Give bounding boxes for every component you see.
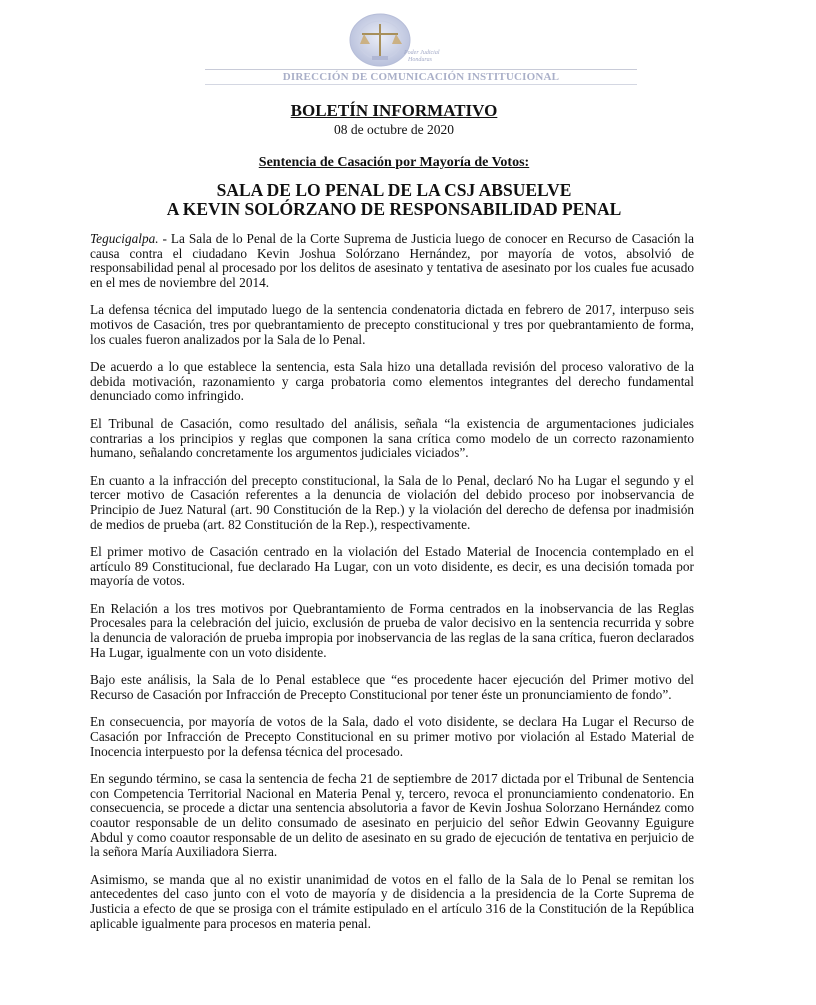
paragraph-3: De acuerdo a lo que establece la sentencia, esta Sala hizo una detallada revisión del proceso valorativo de la debida motivación, razonamiento y carga probatoria como elementos integrantes del derecho fundamental denunciado como infringido. [90,359,694,404]
paragraph-8: Bajo este análisis, la Sala de lo Penal establece que “es procedente hacer ejecución del Primer motivo del Recurso de Casación por Infracción de Precepto Constitucional por tener éste un pronunciamiento de fondo”. [90,672,694,702]
article-subtitle: Sentencia de Casación por Mayoría de Votos: [258,155,530,170]
bulletin-title: BOLETÍN INFORMATIVO [290,101,498,120]
headline-line-2: A KEVIN SOLÓRZANO DE RESPONSABILIDAD PENAL [166,199,622,219]
paragraph-11: Asimismo, se manda que al no existir unanimidad de votos en el fallo de la Sala de lo Penal se remitan los antecedentes del caso junto con el voto de mayoría y de disidencia a la presidencia de la Corte Suprema de Justicia a efecto de que se prosiga con el trámite estipulado en el artículo 316 de la Constitución de la República aplicable igualmente para procesos en materia penal. [90,871,694,931]
paragraph-5: En cuanto a la infracción del precepto constitucional, la Sala de lo Penal, declaró No ha Lugar el segundo y el tercer motivo de Casación referentes a la denuncia de violación del debido proceso por inobservancia de Principio de Juez Natural (art. 90 Constitución de la Rep.) y la violación del derecho de defensa por inadmisión de medios de prueba (art. 82 Constitución de la Rep.), respectivamente. [90,472,694,532]
header-divider-bottom [205,84,637,85]
header-divider-top [205,69,637,70]
paragraph-1 [90,232,694,290]
bulletin-date: 08 de octubre de 2020 [334,122,454,137]
paragraph-4: El Tribunal de Casación, como resultado del análisis, señala “la existencia de argumentaciones judiciales contrarias a los principios y reglas que componen la sana crítica como modelo de un correcto razonamiento humano, señalando concretamente los argumentos judiciales viciados”. [90,415,694,461]
paragraph-2: La defensa técnica del imputado luego de la sentencia condenatoria dictada en febrero de 2017, interpuso seis motivos de Casación, tres por quebrantamiento de precepto constitucional y tres por quebrantamiento de forma, los cuales fueron analizados por la Sala de lo Penal. [90,302,694,347]
article-headline [0,181,788,219]
logo-caption-line2: Honduras [408,57,433,63]
paragraph-10: En segundo término, se casa la sentencia de fecha 21 de septiembre de 2017 dictada por el Tribunal de Sentencia con Competencia Territorial Nacional en Materia Penal y, tercero, revoca el pronunciamiento condenatorio. En consecuencia, se procede a dictar una sentencia absolutoria a favor de Kevin Joshua Solorzano Hernández como coautor responsable de un delito consumado de asesinato en perjuicio del señor Edwin Geovanny Eguigure Abdul y como coautor responsable de un delito de asesinato en su grado de ejecución de tentativa en perjuicio de la señora María Auxiliadora Sierra. [90,771,694,860]
department-name: DIRECCIÓN DE COMUNICACIÓN INSTITUCIONAL [282,71,560,83]
article-body [90,232,694,944]
logo-caption [404,50,464,64]
headline-line-1: SALA DE LO PENAL DE LA CSJ ABSUELVE [216,180,572,200]
paragraph-6: El primer motivo de Casación centrado en la violación del Estado Material de Inocencia contemplado en el artículo 89 Constitucional, fue declarado Ha Lugar, con un voto disidente, es decir, es una decisión tomada por mayoría de votos. [90,544,694,589]
paragraph-7: En Relación a los tres motivos por Quebrantamiento de Forma centrados en la inobservancia de las Reglas Procesales para la celebración del juicio, exclusión de prueba de valor decisivo en la sentencia recurrida y sobre la denuncia de valoración de prueba impropia por inobservancia de las reglas de la sana crítica, fueron declarados Ha Lugar, igualmente con un voto disidente. [90,600,695,660]
paragraph-1-text: - La Sala de lo Penal de la Corte Suprema de Justicia luego de conocer en Recurso de Casación la causa contra el ciudadano Kevin Joshua Solórzano Hernández, por mayoría de votos, absolvió de responsabilidad penal al procesado por los delitos de asesinato y tentativa de asesinato por los cuales fue acusado en el mes de noviembre del 2014. [90,231,694,290]
paragraph-9: En consecuencia, por mayoría de votos de la Sala, dado el voto disidente, se declara Ha Lugar el Recurso de Casación por Infracción de Precepto Constitucional en su primer motivo por violación al Estado Material de Inocencia interpuesto por la defensa técnica del procesado. [90,714,694,759]
logo-caption-line1: Poder Judicial [404,50,440,56]
dateline: Tegucigalpa. [90,231,159,246]
